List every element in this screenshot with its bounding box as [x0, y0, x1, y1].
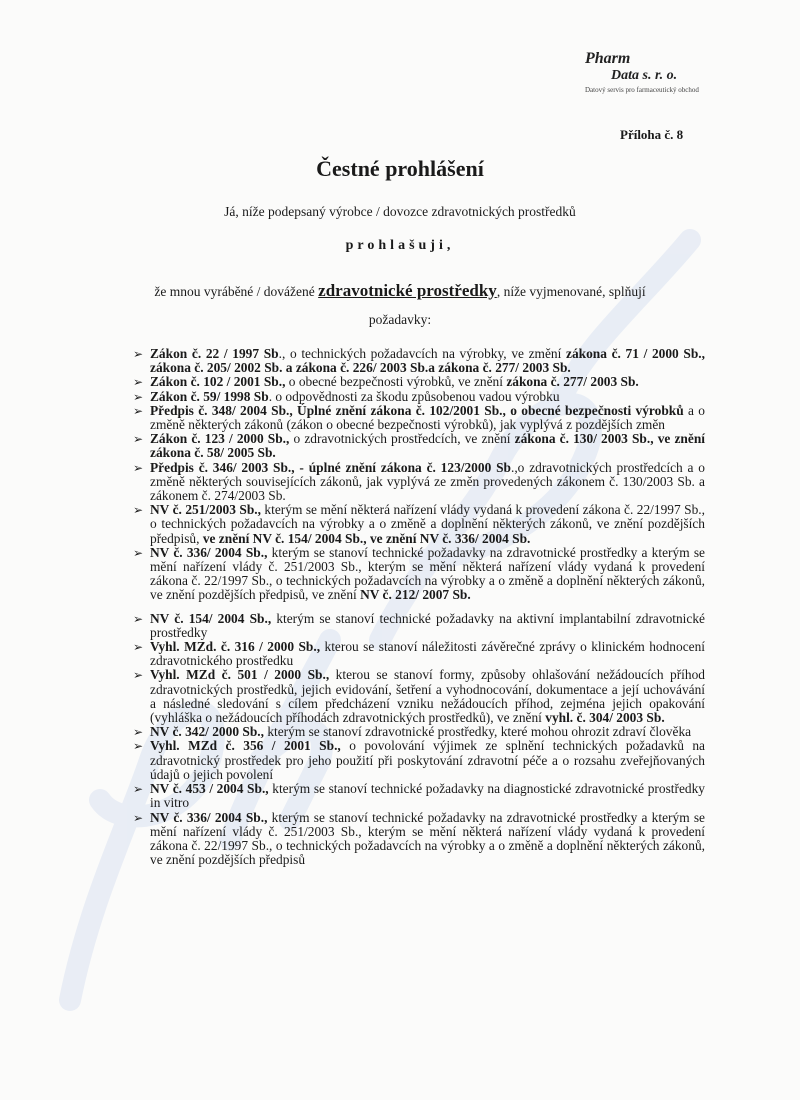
- legal-reference: Zákon č. 123 / 2000 Sb.,: [150, 431, 290, 447]
- intro-emphasis: zdravotnické prostředky: [318, 281, 497, 300]
- list-item: [133, 546, 705, 603]
- company-logo: [585, 50, 720, 95]
- legal-reference: Zákon č. 22 / 1997 Sb: [150, 346, 279, 361]
- intro-line: [0, 280, 800, 303]
- legal-reference: NV č. 336/ 2004 Sb.,: [150, 809, 268, 825]
- arrow-bullet-icon: ➢: [133, 782, 144, 797]
- legal-reference: zákona č. 277/ 2003 Sb.: [506, 374, 639, 390]
- legal-reference: NV č. 336/ 2004 Sb.,: [150, 544, 268, 560]
- legal-reference: NV č. 212/ 2007 Sb.: [360, 587, 471, 603]
- item-text: kterým se stanoví technické požadavky na aktivní implantabilní zdravotnické prostředky: [150, 610, 705, 640]
- legal-reference: NV č. 251/2003 Sb.,: [150, 502, 261, 518]
- legal-reference: NV č. 453 / 2004 Sb.,: [150, 781, 269, 797]
- list-item: [133, 503, 705, 546]
- list-item: [133, 782, 705, 810]
- item-text: kterou se stanoví náležitosti závěrečné zprávy o klinickém hodnocení zdravotnického prostředku: [150, 639, 705, 669]
- item-text: ., o technických požadavcích na výrobky, ve změní: [278, 346, 566, 361]
- arrow-bullet-icon: ➢: [133, 545, 144, 560]
- item-text: a o změně některých zákonů (zákon o obecné bezpečnosti výrobků), jak vyplývá z pozdějších změn: [150, 402, 706, 433]
- arrow-bullet-icon: ➢: [133, 375, 144, 390]
- item-text: kterým se stanoví technické požadavky na zdravotnické prostředky a kterým se mění nařízení vlády č. 251/2003 Sb., kterým se mění některá nařízení vlády vydaná k provedení zákona č. 22/1997 Sb., o technických požadavcích na výrobky a o změně a doplnění některých zákonů, ve znění pozdějších předpisů: [150, 809, 705, 868]
- legal-reference: zákona č. 130/ 2003 Sb., ve znění zákona č. 58/ 2005 Sb.: [150, 431, 705, 461]
- legal-reference: ve znění NV č. 154/ 2004 Sb., ve znění NV č. 336/ 2004 Sb.: [202, 530, 531, 546]
- intro-before: že mnou vyráběné / dovážené: [154, 284, 319, 299]
- logo-tagline: Datový servis pro farmaceutický obchod: [585, 86, 699, 94]
- arrow-bullet-icon: ➢: [133, 503, 144, 518]
- list-item: [133, 668, 705, 725]
- list-item: [133, 375, 705, 389]
- arrow-bullet-icon: ➢: [133, 640, 144, 655]
- arrow-bullet-icon: ➢: [133, 432, 144, 447]
- legal-reference: Vyhl. MZd. č. 316 / 2000 Sb.,: [150, 639, 321, 655]
- list-item: [133, 390, 705, 404]
- legislation-list: [133, 347, 705, 867]
- item-text: kterou se stanoví formy, způsoby ohlašování nežádoucích příhod zdravotnických prostředků, jejich evidování, šetření a vyhodnocování, dokumentace a její uchovávání a následné sledování s cílem předcházení vzniku nežádoucích příhod, zejména jejich opakování (vyhláška o nežádoucích příhodách zdravotnických prostředků), ve znění: [150, 667, 705, 726]
- legal-reference: Vyhl. MZd č. 356 / 2001 Sb.,: [150, 738, 341, 754]
- declare-heading: prohlašuji,: [345, 238, 455, 253]
- item-text: kterým se stanoví technické požadavky na diagnostické zdravotnické prostředky in vitro: [150, 781, 706, 811]
- arrow-bullet-icon: ➢: [133, 460, 144, 475]
- list-item: [133, 739, 705, 782]
- declarant-line: Já, níže podepsaný výrobce / dovozce zdravotnických prostředků: [224, 204, 576, 219]
- arrow-bullet-icon: ➢: [133, 668, 144, 683]
- list-item: [133, 725, 705, 739]
- item-text: o obecné bezpečnosti výrobků, ve znění: [285, 374, 507, 390]
- legal-reference: NV č. 154/ 2004 Sb.,: [150, 610, 272, 626]
- legal-reference: Zákon č. 102 / 2001 Sb.,: [150, 374, 286, 390]
- list-item: [133, 612, 705, 640]
- logo-line1: Pharm: [585, 50, 631, 67]
- arrow-bullet-icon: ➢: [133, 611, 144, 626]
- arrow-bullet-icon: ➢: [133, 810, 144, 825]
- legal-reference: NV č. 342/ 2000 Sb.,: [150, 724, 264, 740]
- logo-line2: Data s. r. o.: [611, 68, 678, 83]
- legal-reference: Vyhl. MZd č. 501 / 2000 Sb.,: [150, 667, 330, 683]
- arrow-bullet-icon: ➢: [133, 403, 144, 418]
- item-text: kterým se stanoví zdravotnické prostředky, které mohou ohrozit zdraví člověka: [263, 724, 692, 740]
- legal-reference: Zákon č. 59/ 1998 Sb: [150, 388, 269, 404]
- arrow-bullet-icon: ➢: [133, 347, 144, 361]
- requirements-label: požadavky:: [368, 312, 432, 327]
- list-item: [133, 432, 705, 460]
- annex-number: Příloha č. 8: [620, 127, 684, 142]
- intro-after: , níže vyjmenované, splňují: [496, 284, 646, 299]
- list-item: [133, 640, 705, 668]
- legal-reference: zákona č. 71 / 2000 Sb., zákona č. 205/ 2002 Sb. a zákona č. 226/ 2003 Sb.a zákona č. 277/ 2003 Sb.: [150, 346, 705, 376]
- item-text: .,o zdravotnických prostředcích a o změně některých souvisejících zákonů, jak vyplývá ze změn provedených zákonem č. 130/2003 Sb. a zákonem č. 274/2003 Sb.: [150, 459, 705, 504]
- document-title: Čestné prohlášení: [316, 156, 484, 181]
- arrow-bullet-icon: ➢: [133, 739, 144, 754]
- list-item: [133, 461, 705, 504]
- legal-reference: Předpis č. 346/ 2003 Sb., - úplné znění zákona č. 123/2000 Sb: [150, 459, 511, 475]
- arrow-bullet-icon: ➢: [133, 389, 144, 404]
- item-text: o povolování výjimek ze splnění technických požadavků na zdravotnický prostředek pro jeho použití při poskytování zdravotní péče a o rozsahu zveřejňovaných údajů o jejich povolení: [150, 738, 705, 782]
- list-item: [133, 404, 705, 432]
- legal-reference: Předpis č. 348/ 2004 Sb., Úplné znění zákona č. 102/2001 Sb., o obecné bezpečnosti výrobků: [150, 402, 684, 418]
- item-text: o zdravotnických prostředcích, ve znění: [289, 431, 515, 447]
- item-text: . o odpovědnosti za škodu způsobenou vadou výrobku: [268, 388, 560, 404]
- list-item: [133, 347, 705, 375]
- legal-reference: vyhl. č. 304/ 2003 Sb.: [545, 710, 665, 726]
- list-item: [133, 811, 705, 868]
- item-text: kterým se stanoví technické požadavky na zdravotnické prostředky a kterým se mění nařízení vlády č. 251/2003 Sb., kterým se mění některá nařízení vlády vydaná k provedení zákona č. 22/1997 Sb., o technických požadavcích na výrobky a o změně a doplnění některých zákonů, ve znění pozdějších předpisů, ve znění: [150, 544, 705, 603]
- arrow-bullet-icon: ➢: [133, 725, 144, 740]
- item-text: kterým se mění některá nařízení vlády vydaná k provedení zákona č. 22/1997 Sb., o technických požadavcích na výrobky a o změně a doplnění některých zákonů, ve znění pozdějších předpisů,: [150, 502, 705, 546]
